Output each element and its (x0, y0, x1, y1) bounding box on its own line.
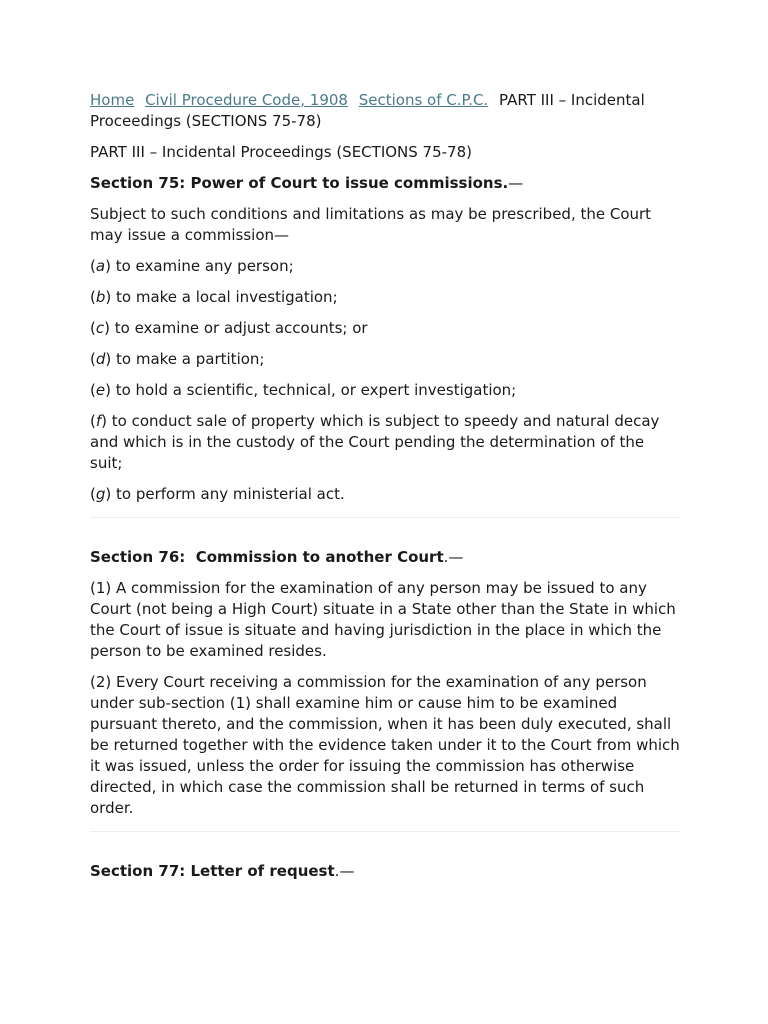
item-letter: c (95, 319, 105, 337)
section-75-heading (90, 173, 680, 194)
item-letter: b (95, 288, 106, 306)
item-letter: e (95, 381, 106, 399)
item-letter: g (95, 485, 106, 503)
breadcrumb-link-sections[interactable]: Sections of C.P.C. (358, 91, 489, 109)
part-title: PART III – Incidental Proceedings (SECTIONS 75-78) (90, 143, 472, 161)
item-text: to make a local investigation; (111, 288, 338, 306)
item-text: to hold a scientific, technical, or expert investigation; (110, 381, 517, 399)
item-text: to examine or adjust accounts; or (109, 319, 368, 337)
section-75-item-g: (g) to perform any ministerial act. (90, 485, 345, 503)
section-75-item-e: (e) to hold a scientific, technical, or expert investigation; (90, 381, 517, 399)
section-76-heading (90, 547, 680, 568)
breadcrumb-current: PART III – Incidental Proceedings (SECTIONS 75-78) (90, 91, 645, 130)
section-76-heading-dash: .— (443, 548, 464, 566)
article-body (90, 90, 680, 892)
item-text: to examine any person; (110, 257, 294, 275)
item-letter: f (95, 412, 102, 430)
breadcrumb (90, 90, 680, 132)
section-77-heading-dash: .— (334, 862, 355, 880)
section-75-item-d: (d) to make a partition; (90, 350, 265, 368)
breadcrumb-link-cpc[interactable]: Civil Procedure Code, 1908 (145, 91, 348, 109)
section-75-intro: Subject to such conditions and limitations as may be prescribed, the Court may issue a commission— (90, 205, 652, 244)
section-divider (90, 831, 680, 832)
section-75-item-f: (f) to conduct sale of property which is subject to speedy and natural decay and which is in the custody of the Court pending the determination of the suit; (90, 412, 660, 472)
item-letter: a (95, 257, 106, 275)
section-75-heading-text: Section 75: Power of Court to issue commissions. (90, 174, 509, 192)
section-75-heading-dash: — (508, 174, 524, 192)
breadcrumb-link-home[interactable]: Home (90, 91, 135, 109)
section-76-heading-text: Section 76: Commission to another Court (90, 548, 444, 566)
section-77-heading-text: Section 77: Letter of request (90, 862, 335, 880)
item-text: to conduct sale of property which is subject to speedy and natural decay and which is in the custody of the Court pending the determination of the suit; (90, 412, 660, 472)
section-75-item-c: (c) to examine or adjust accounts; or (90, 319, 368, 337)
section-75-item-a: (a) to examine any person; (90, 257, 294, 275)
section-divider (90, 517, 680, 518)
item-text: to perform any ministerial act. (111, 485, 345, 503)
section-75-item-b: (b) to make a local investigation; (90, 288, 338, 306)
section-76-paragraph-1: (1) A commission for the examination of any person may be issued to any Court (not being a High Court) situate in a State other than the State in which the Court of issue is situate and having jurisdiction in the place in which the person to be examined resides. (90, 579, 676, 660)
item-letter: d (95, 350, 106, 368)
section-77-heading (90, 861, 680, 882)
section-76-paragraph-2: (2) Every Court receiving a commission for the examination of any person under sub-section (1) shall examine him or cause him to be examined pursuant thereto, and the commission, when it has been duly executed, shall be returned together with the evidence taken under it to the Court from which it was issued, unless the order for issuing the commission has otherwise directed, in which case the commission shall be returned in terms of such order. (90, 673, 680, 817)
item-text: to make a partition; (111, 350, 265, 368)
